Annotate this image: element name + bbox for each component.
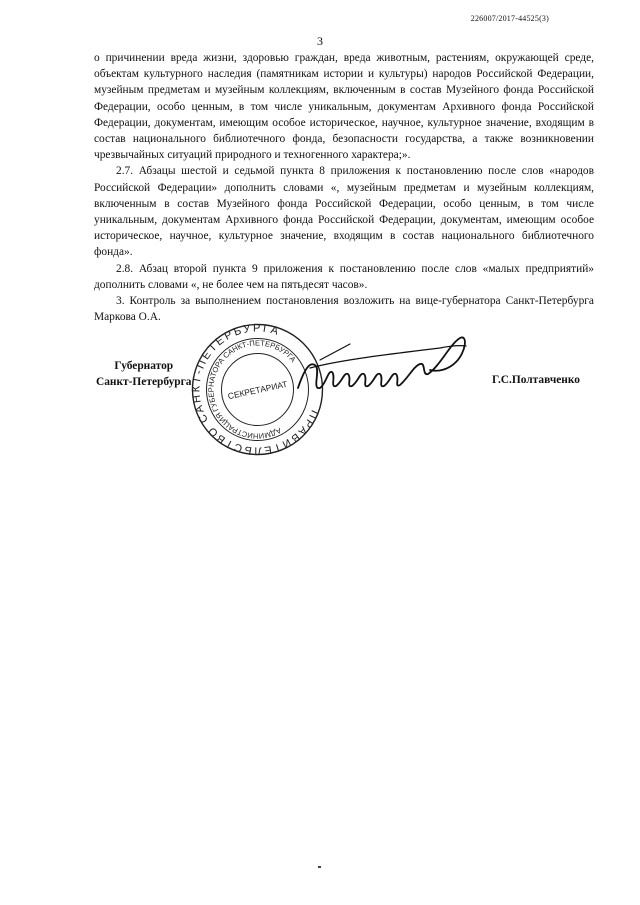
signature-block bbox=[0, 356, 640, 476]
signatory-title bbox=[96, 358, 192, 390]
paragraph: 2.7. Абзацы шестой и седьмой пункта 8 приложения к постановлению после слов «народов Российской Федерации» дополнить словами «, музейным предметам и музейным коллекциям, включенным в состав Музейного фонда Российской Федерации, особо ценным, в том числе уникальным, документам Архивного фонда Российской Федерации, документам, имеющим особое историческое, научное, культурное значение, входящим в состав национального библиотечного фонда». bbox=[94, 165, 594, 259]
footer-mark bbox=[318, 866, 321, 868]
paragraph: о причинении вреда жизни, здоровью граждан, вреда животным, растениям, окружающей среде, объектам культурного наследия (памятникам истории и культуры) народов Российской Федерации, музейным предметам и музейным коллекциям, включенным в состав Музейного фонда Российской Федерации, особо ценным, в том числе уникальным, документам Архивного фонда Российской Федерации, документам, имеющим особое историческое, научное, культурное значение, входящим в состав национального библиотечного фонда, безопасности государства, а также возникновении чрезвычайных ситуаций природного и техногенного характера;». bbox=[94, 52, 594, 162]
stamp-outer-text: ПРАВИТЕЛЬСТВО САНКТ-ПЕТЕРБУРГА bbox=[190, 322, 321, 457]
body-text bbox=[94, 50, 594, 325]
stamp-inner-text: АДМИНИСТРАЦИЯ ГУБЕРНАТОРА САНКТ-ПЕТЕРБУРГА bbox=[206, 338, 298, 441]
document-number: 226007/2017-44525(3) bbox=[470, 14, 549, 23]
signatory-title-line: Санкт-Петербурга bbox=[96, 376, 192, 388]
page-number: 3 bbox=[317, 34, 323, 48]
signatory-name: Г.С.Полтавченко bbox=[492, 374, 580, 386]
paragraph: 3. Контроль за выполнением постановления возложить на вице-губернатора Санкт-Петербурга Маркова О.А. bbox=[94, 295, 594, 324]
signatory-title-line: Губернатор bbox=[114, 360, 174, 372]
paragraph: 2.8. Абзац второй пункта 9 приложения к постановлению после слов «малых предприятий» дополнить словами «, не более чем на пятьдесят часов». bbox=[94, 262, 594, 291]
stamp-center-text: СЕКРЕТАРИАТ bbox=[226, 378, 289, 402]
